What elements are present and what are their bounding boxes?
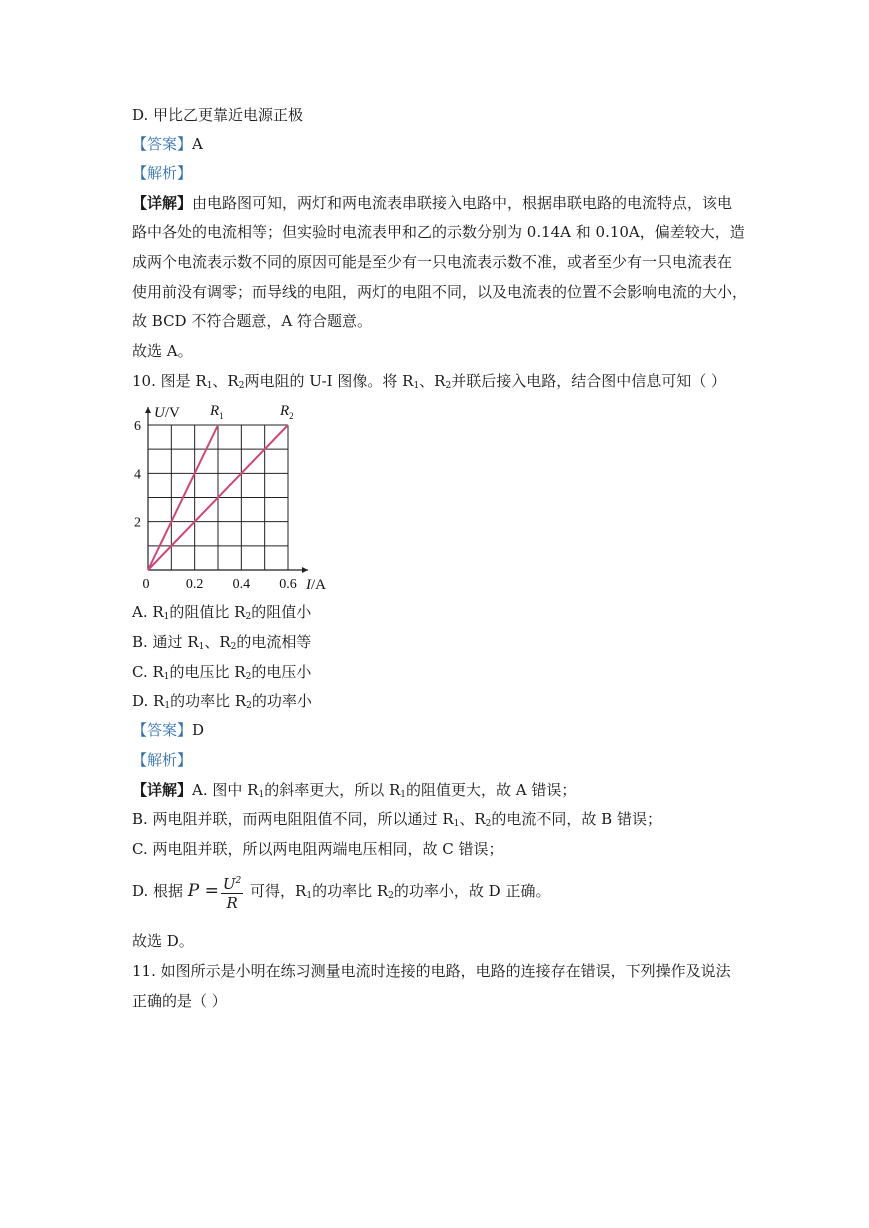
ui-chart — [128, 400, 338, 595]
subscript: 2 — [245, 672, 252, 682]
q9-answer — [132, 134, 203, 154]
q10-option-a — [132, 602, 311, 627]
answer-value: A — [192, 135, 203, 153]
x-axis-arrow — [302, 567, 308, 573]
detail-part: 的功率小，故 D 正确。 — [393, 882, 551, 900]
y-tick-label: 6 — [134, 419, 141, 434]
formula-numerator — [221, 872, 243, 894]
stem-part: 并联后接入电路，结合图中信息可知（ ） — [451, 372, 726, 390]
q9-detail-line-3: 使用前没有调零；而导线的电阻，两灯的电阻不同，以及电流表的位置不会影响电流的大小， — [132, 283, 748, 301]
y-tick-label: 2 — [134, 515, 141, 531]
opt-part: 的电流相等 — [236, 633, 312, 651]
q9-detail-line-0 — [132, 193, 732, 213]
series-label-subscript: 1 — [219, 411, 224, 421]
q10-analysis-tag: 【解析】 — [132, 751, 193, 769]
y-axis-label-symbol: U — [154, 405, 165, 421]
opt-part: 、R — [204, 633, 231, 651]
opt-part: 的功率比 R — [170, 692, 247, 710]
opt-part: 的阻值比 R — [169, 603, 246, 621]
stem-part: 、R — [212, 372, 239, 390]
detail-part: 的阻值更大，故 A 错误； — [406, 781, 577, 799]
subscript: 1 — [198, 642, 205, 652]
stem-part: 、R — [419, 372, 446, 390]
q9-option-d: D. 甲比乙更靠近电源正极 — [132, 106, 304, 124]
detail-part: 的斜率更大，所以 R — [264, 781, 401, 799]
detail-text: 由电路图可知，两灯和两电流表串联接入电路中，根据串联电路的电流特点，该电 — [192, 194, 733, 212]
formula-num-text: U — [222, 875, 236, 893]
series-label-subscript: 2 — [289, 411, 294, 421]
y-axis-label — [154, 405, 180, 421]
detail-part: B. 两电阻并联，而两电阻阻值不同，所以通过 R — [132, 810, 454, 828]
formula-lhs: P = — [187, 881, 219, 901]
subscript: 1 — [306, 891, 313, 901]
opt-part: 的阻值小 — [251, 603, 312, 621]
series-label: $R_1$ — [210, 403, 224, 421]
opt-part: A. R — [132, 603, 164, 621]
opt-part: 的电压小 — [251, 663, 312, 681]
x-axis-label-unit: /A — [311, 577, 326, 593]
q10-detail-a — [132, 780, 576, 805]
detail-part: 的功率比 R — [312, 882, 389, 900]
subscript: 1 — [206, 381, 213, 391]
q9-detail-line-4: 故 BCD 不符合题意，A 符合题意。 — [132, 312, 372, 330]
opt-part: D. R — [132, 692, 165, 710]
subscript: 1 — [400, 790, 406, 800]
formula-fraction — [221, 872, 243, 912]
opt-part: 的电压比 R — [169, 663, 246, 681]
x-axis-label — [305, 577, 326, 593]
stem-part: 10. 图是 R — [132, 372, 207, 390]
answer-tag: 【答案】 — [132, 135, 193, 153]
series-label: $R_2$ — [280, 403, 294, 421]
y-axis-arrow — [145, 407, 151, 413]
answer-value: D — [192, 721, 205, 739]
q9-analysis-tag: 【解析】 — [132, 164, 193, 182]
q10-answer — [132, 720, 204, 740]
q11-stem-line-1: 11. 如图所示是小明在练习测量电流时连接的电路，电路的连接存在错误，下列操作及说法 — [132, 962, 731, 980]
subscript: 2 — [445, 381, 452, 391]
q10-conclusion: 故选 D。 — [132, 932, 194, 950]
formula-denominator: R — [226, 894, 238, 912]
subscript: 2 — [238, 381, 245, 391]
q9-detail-line-1: 路中各处的电流相等；但实验时电流表甲和乙的示数分别为 0.14A 和 0.10A，偏差较大，造 — [132, 223, 745, 241]
q9-conclusion: 故选 A。 — [132, 342, 193, 360]
q10-option-d — [132, 691, 312, 716]
x-tick-label: 0.6 — [279, 577, 297, 592]
q9-detail-line-2: 成两个电流表示数不同的原因可能是至少有一只电流表示数不准，或者至少有一只电流表在 — [132, 253, 733, 271]
formula-superscript: 2 — [235, 876, 242, 886]
subscript: 2 — [246, 701, 252, 711]
subscript: 2 — [485, 819, 492, 829]
subscript: 2 — [230, 642, 237, 652]
stem-part: 两电阻的 U-I 图像。将 R — [244, 372, 414, 390]
x-axis-label-symbol: I — [306, 577, 311, 593]
subscript: 2 — [245, 612, 252, 622]
detail-part: D. 根据 — [132, 882, 188, 900]
q10-detail-c: C. 两电阻并联，所以两电阻两端电压相同，故 C 错误； — [132, 840, 504, 858]
q10-stem — [132, 371, 726, 396]
detail-part: 可得，R — [245, 882, 307, 900]
subscript: 1 — [163, 672, 170, 682]
subscript: 1 — [453, 819, 460, 829]
subscript: 1 — [164, 701, 171, 711]
y-axis-label-unit: /V — [164, 405, 180, 421]
detail-part: A. 图中 R — [192, 781, 259, 799]
detail-tag: 【详解】 — [132, 781, 193, 799]
x-tick-label: 0.4 — [232, 577, 251, 592]
subscript: 2 — [388, 891, 394, 901]
x-tick-label: 0 — [142, 577, 150, 592]
y-tick-label: 4 — [134, 467, 141, 483]
subscript: 1 — [163, 612, 170, 622]
q10-option-b — [132, 632, 311, 657]
opt-part: C. R — [132, 663, 164, 681]
opt-part: B. 通过 R — [132, 633, 199, 651]
x-tick-label: 0.2 — [185, 577, 204, 592]
q10-detail-d — [132, 872, 550, 915]
q10-option-c — [132, 662, 311, 687]
detail-tag: 【详解】 — [132, 194, 193, 212]
q10-detail-b — [132, 809, 662, 834]
subscript: 1 — [413, 381, 420, 391]
opt-part: 的功率小 — [251, 692, 312, 710]
detail-part: 、R — [459, 810, 486, 828]
answer-tag: 【答案】 — [132, 721, 193, 739]
detail-part: 的电流不同，故 B 错误； — [491, 810, 662, 828]
q11-stem-line-2: 正确的是（ ） — [132, 992, 227, 1010]
subscript: 1 — [258, 790, 265, 800]
